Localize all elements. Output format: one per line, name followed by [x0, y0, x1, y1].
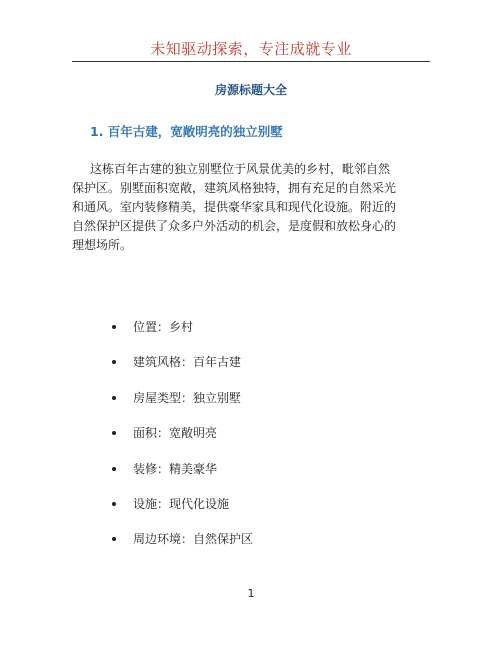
bullet-icon	[112, 396, 116, 400]
list-item	[0, 353, 502, 388]
paragraph-line: 和通风。室内装修精美，提供豪华家具和现代化设施。附近的	[72, 200, 397, 214]
section-paragraph	[72, 160, 432, 255]
list-item	[0, 318, 502, 353]
paragraph-line: 理想场所。	[72, 238, 133, 252]
header-divider	[72, 61, 430, 62]
list-item-text: 设施：现代化设施	[133, 496, 230, 511]
list-item-text: 房屋类型：独立别墅	[133, 390, 242, 405]
document-title: 房源标题大全	[214, 83, 287, 97]
page-header: 未知驱动探索，专注成就专业	[150, 40, 352, 58]
bullet-icon	[112, 360, 116, 364]
page-number: 1	[247, 587, 255, 600]
bullet-icon	[112, 325, 116, 329]
list-item-text: 装修：精美豪华	[133, 461, 218, 476]
feature-list	[0, 318, 502, 566]
bullet-icon	[112, 431, 116, 435]
list-item	[0, 495, 502, 530]
bullet-icon	[112, 502, 116, 506]
list-item	[0, 530, 502, 565]
section-heading: 1. 百年古建，宽敞明亮的独立别墅	[90, 124, 283, 139]
bullet-icon	[112, 537, 116, 541]
list-item	[0, 389, 502, 424]
bullet-icon	[112, 467, 116, 471]
paragraph-line: 自然保护区提供了众多户外活动的机会，是度假和放松身心的	[72, 219, 397, 233]
list-item-text: 建筑风格：百年古建	[133, 355, 242, 370]
list-item-text: 位置：乡村	[133, 320, 194, 334]
list-item	[0, 424, 502, 459]
paragraph-line: 保护区。别墅面积宽敞，建筑风格独特，拥有充足的自然采光	[72, 181, 397, 195]
list-item-text: 周边环境：自然保护区	[133, 532, 254, 547]
list-item	[0, 460, 502, 495]
list-item-text: 面积：宽敞明亮	[133, 426, 218, 441]
paragraph-line: 这栋百年古建的独立别墅位于风景优美的乡村，毗邻自然	[90, 162, 391, 176]
